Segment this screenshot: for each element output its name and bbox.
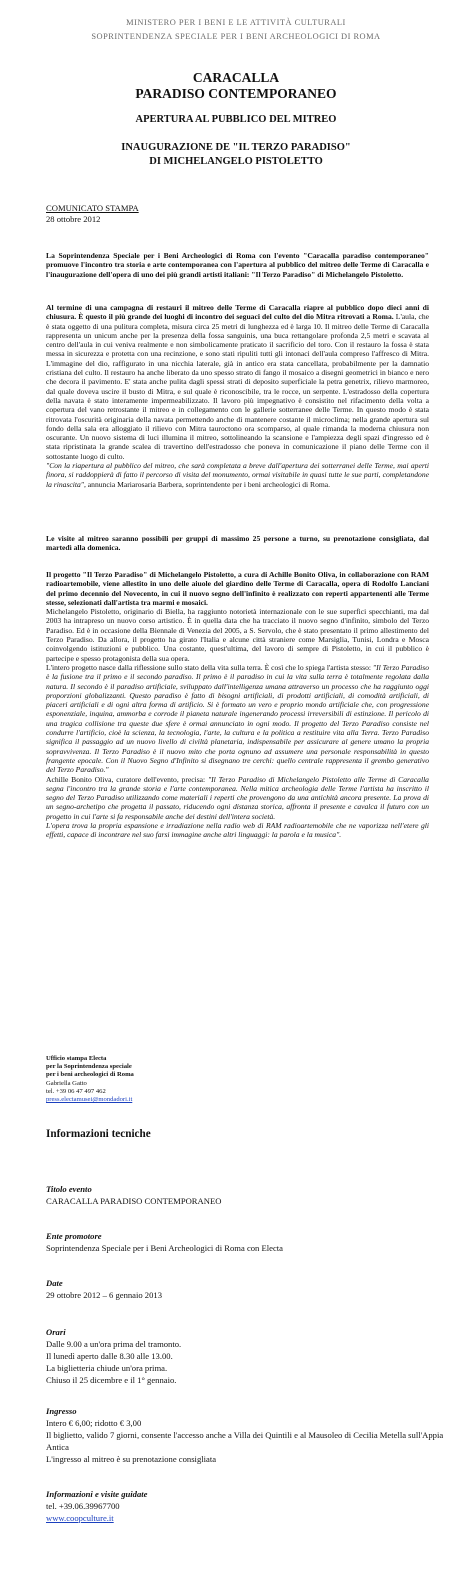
- progetto-p3-lead: L'intero progetto nasce dalla riflessione sullo stato della vita sulla terra. È così che lo spiega l'artista stesso:: [46, 662, 373, 672]
- restauro-quote-tail: , annuncia Mariarosaria Barbera, soprintendente per i beni archeologici di Roma.: [84, 479, 331, 489]
- inauguration-line-1: INAUGURAZIONE DE "IL TERZO PARADISO": [121, 142, 351, 153]
- restauro-quote: "Con la riapertura al pubblico del mitreo, che sarà completata a breve dall'apertura dei sotterranei delle Terme, mai aperti finora, si raddoppierà di fatto il percorso di visita del monumento, ormai visitabile in quasi tutte le sue parti, completandone la rinascita": [46, 461, 429, 489]
- restauro-quote-line: [46, 461, 429, 489]
- progetto-p5: L'opera trova la propria espansione e irradiazione nella radio web di RAM radioartemobile che ne vaporizza nell'etere gli effetti, capace di incontrare nel suo farsi immagine anche altri linguaggi: la parola e la musica".: [46, 821, 429, 840]
- ministry-line-2: SOPRINTENDENZA SPECIALE PER I BENI ARCHEOLOGICI DI ROMA: [91, 32, 381, 41]
- progetto-p4-quote: "Il Terzo Paradiso di Michelangelo Pistoletto alle Terme di Caracalla segna l'incontro tra la grande storia e l'arte contemporanea. Nella mitica archeologia delle Terme l'artista ha inscritto il segno del Terzo Paradiso utilizzando come materiali i reperti che provengono da una antichità ancora presente. La prova di un segno-archetipo che progetta il passato, riducendo ogni distanza storica, affronta il presente e cavalca il futuro con un progetto in cui l'arte si fa responsabile anche dei destini dell'intera società.: [46, 774, 429, 821]
- intro-paragraph: [46, 251, 429, 279]
- ministry-line-1: MINISTERO PER I BENI E LE ATTIVITÀ CULTURALI: [126, 18, 346, 27]
- orari-line-3: La biglietteria chiude un'ora prima.: [46, 1363, 168, 1373]
- visite-paragraph: [46, 534, 429, 553]
- press-phone: tel. +39 06 47 497 462: [46, 1087, 106, 1095]
- comunicato-date: 28 ottobre 2012: [46, 214, 101, 224]
- info-ingresso: [46, 1405, 446, 1465]
- orari-line-2: Il lunedì aperto dalle 8.30 alle 13.00.: [46, 1351, 173, 1361]
- orari-line-4: Chiuso il 25 dicembre e il 1° gennaio.: [46, 1375, 177, 1385]
- ingresso-line-3: L'ingresso al mitreo è su prenotazione consigliata: [46, 1454, 217, 1464]
- titolo-value: CARACALLA PARADISO CONTEMPORANEO: [46, 1196, 222, 1206]
- ministry-header: [0, 16, 472, 44]
- press-contact-name: Gabriella Gatto: [46, 1079, 87, 1087]
- info-guide: [46, 1488, 446, 1524]
- ente-value: Soprintendenza Speciale per i Beni Archeologici di Roma con Electa: [46, 1243, 283, 1253]
- info-ente: [46, 1230, 446, 1254]
- info-orari: [46, 1326, 446, 1386]
- progetto-p4: [46, 775, 429, 821]
- restauro-text: [46, 303, 429, 461]
- subtitle: APERTURA AL PUBBLICO DEL MITREO: [135, 114, 337, 125]
- progetto-paragraph: [46, 570, 429, 840]
- date-label: Date: [46, 1278, 63, 1288]
- orari-label: Orari: [46, 1327, 66, 1337]
- info-titolo: [46, 1183, 446, 1207]
- titolo-label: Titolo evento: [46, 1184, 92, 1194]
- restauro-paragraph: [46, 303, 429, 489]
- main-title-line-2: PARADISO CONTEMPORANEO: [135, 86, 337, 101]
- press-line-2: per la Soprintendenza speciale: [46, 1063, 132, 1071]
- progetto-p3-quote: "Il Terzo Paradiso è la fusione tra il primo e il secondo paradiso. Il primo è il paradiso in cui la vita sulla terra è totalmente regolata dalla natura. Il secondo è il paradiso artificiale, sviluppato dall'intelligenza umana attraverso un processo che ha raggiunto oggi proporzioni globalizzanti. Questo paradiso è fatto di bisogni artificiali, di prodotti artificiali, di comodità artificiali, di piaceri artificiali e di ogni altra forma di artificio. Si è formato un vero e proprio mondo artificiale che, con progressione esponenziale, inquina, ammorba e corrode il pianeta naturale ingenerando processi irreversibili di estinzione. Il pericolo di una tragica collisione tra queste due sfere è ormai annunciato in ogni modo. Il progetto del Terzo Paradiso consiste nel condurre l'artificio, cioè la scienza, la tecnologia, l'arte, la cultura e la politica a restituire vita alla Terra. Terzo Paradiso significa il passaggio ad un nuovo livello di civiltà planetaria, indispensabile per assicurare al genere umano la propria sopravvivenza. Il Terzo Paradiso è il nuovo mito che porta ognuno ad assumere una personale responsabilità in questo frangente epocale. Con il Nuovo Segno d'Infinito si disegnano tre cerchi: quello centrale rappresenta il grembo generativo del Terzo Paradiso.": [46, 662, 430, 775]
- ingresso-label: Ingresso: [46, 1406, 77, 1416]
- guide-website-link[interactable]: www.coopculture.it: [46, 1513, 114, 1523]
- comunicato-label: COMUNICATO STAMPA: [46, 203, 139, 213]
- main-title: [0, 70, 472, 102]
- ente-label: Ente promotore: [46, 1231, 102, 1241]
- comunicato-block: [46, 203, 139, 225]
- ingresso-line-1: Intero € 6,00; ridotto € 3,00: [46, 1418, 142, 1428]
- press-line-3: per i beni archeologici di Roma: [46, 1071, 134, 1079]
- progetto-bold: Il progetto "Il Terzo Paradiso" di Michelangelo Pistoletto, a cura di Achille Bonito Oliva, in collaborazione con RAM radioartemobile, viene allestito in uno delle aiuole del giardino delle Terme di Caracalla, opera di Rodolfo Lanciani del primo decennio del Novecento, in cui il nuovo segno dell'infinito è realizzato con reperti appartenenti alle Terme stesse, selezionati dall'artista tra marmi e mosaici.: [46, 570, 429, 607]
- ingresso-line-2: Il biglietto, valido 7 giorni, consente l'accesso anche a Villa dei Quintili e al Mausoleo di Cecilia Metella sull'Appia Antica: [46, 1430, 444, 1452]
- progetto-p2: Michelangelo Pistoletto, originario di Biella, ha raggiunto notorietà internazionale con le sue superfici specchianti, ma dal 2003 ha intrapreso un nuovo corso artistico. È in quella data che ha tracciato il nuovo segno d'infinito, simbolo del Terzo Paradiso. Ed è in occasione della Biennale di Venezia del 2005, a S. Servolo, che è stato presentato il primo allestimento del Terzo Paradiso. Da allora, il progetto ha girato l'Italia e alcune città straniere come Marsiglia, Tunisi, Londra e Mosca coinvolgendo istituzioni e pubblico. Una costante, quest'ultima, del lavoro di sempre di Pistoletto, in cui il pubblico è partecipe e spesso protagonista della sua opera.: [46, 607, 429, 663]
- orari-line-1: Dalle 9.00 a un'ora prima del tramonto.: [46, 1339, 182, 1349]
- info-date: [46, 1277, 446, 1301]
- guide-label: Informazioni e visite guidate: [46, 1489, 148, 1499]
- press-office-block: [46, 1055, 134, 1104]
- restauro-bold: Al termine di una campagna di restauri il mitreo delle Terme di Caracalla riapre al pubblico dopo dieci anni di chiusura. È questo il più grande dei luoghi di incontro dei seguaci del culto del dio Mitra ritrovati a Roma.: [46, 303, 429, 322]
- visite-text: Le visite al mitreo saranno possibili per gruppi di massimo 25 persone a turno, su prenotazione consigliata, dal martedì alla domenica.: [46, 534, 429, 553]
- date-value: 29 ottobre 2012 – 6 gennaio 2013: [46, 1290, 162, 1300]
- inauguration-line-2: DI MICHELANGELO PISTOLETTO: [149, 156, 323, 167]
- inauguration-title: [0, 141, 472, 169]
- intro-text: La Soprintendenza Speciale per i Beni Archeologici di Roma con l'evento "Caracalla paradiso contemporaneo" promuove l'incontro tra storia e arte contemporanea con l'apertura al pubblico del mitreo delle Terme di Caracalla e l'inaugurazione dell'opera di uno dei più grandi artisti italiani: "Il Terzo Paradiso" di Michelangelo Pistoletto.: [46, 251, 429, 279]
- info-section-title: Informazioni tecniche: [46, 1128, 151, 1140]
- guide-phone: tel. +39.06.39967700: [46, 1501, 120, 1511]
- progetto-p3: [46, 663, 429, 775]
- press-email-link[interactable]: press.electamusei@mondadori.it: [46, 1096, 133, 1104]
- press-line-1: Ufficio stampa Electa: [46, 1055, 107, 1062]
- restauro-body: L'aula, che è stata oggetto di una pulitura completa, misura circa 25 metri di lunghezza ed è larga 10. Il mitreo delle Terme di Caracalla rappresenta un unicum anche per la presenza della fossa sanguinis, una buca rettangolare profonda 2,5 metri e scavata al centro dell'aula in cui veniva realmente e non simbolicamente praticato il sacrificio del toro. Con il restauro la fossa è stata messa in sicurezza e protetta con una recinzione, e sono stati ripuliti tutti gli intonaci dell'aula compreso l'affresco di Mitra. L'immagine del dio, raffigurato in una nicchia laterale, già in antico era stata cancellata, probabilmente per la damnatio cristiana del culto. Il restauro ha anche liberato da uno spesso strato di fango il mosaico a disegni geometrici in bianco e nero che decora il pavimento. E' stata anche pulita dagli spessi strati di deposito superficiale la petra genetrix, rilievo marmoreo, dal quale doveva uscire il busto di Mitra, e sul quale è riconoscibile, tra le rocce, un serpente. L'estradosso della copertura della navata è stato interamente impermeabilizzato. Il lavoro più impegnativo è consistito nel rifacimento della volta a copertura del vano retrostante il mitreo e in collegamento con le gallerie sotterranee delle Terme. In questo modo è stata ritrovata l'oscurità originaria della navata permettendo anche di mantenere costante il microclima; nella grande apertura sul fondo della sala era alloggiato il rilievo con Mitra tauroctono ora scomparso, al quale rimanda la moderna chiusura non oscurante. Un nuovo sistema di luci illumina il mitreo, sottolineando la scansione e l'ampiezza degli spazi d'ingresso ed è stata ripristinata la grande scalea di travertino dell'estradosso che poneva in comunicazione il piano delle Terme con il sottostante luogo di culto.: [46, 312, 430, 461]
- main-title-line-1: CARACALLA: [192, 70, 280, 85]
- progetto-p4-lead: Achille Bonito Oliva, curatore dell'evento, precisa:: [46, 774, 208, 784]
